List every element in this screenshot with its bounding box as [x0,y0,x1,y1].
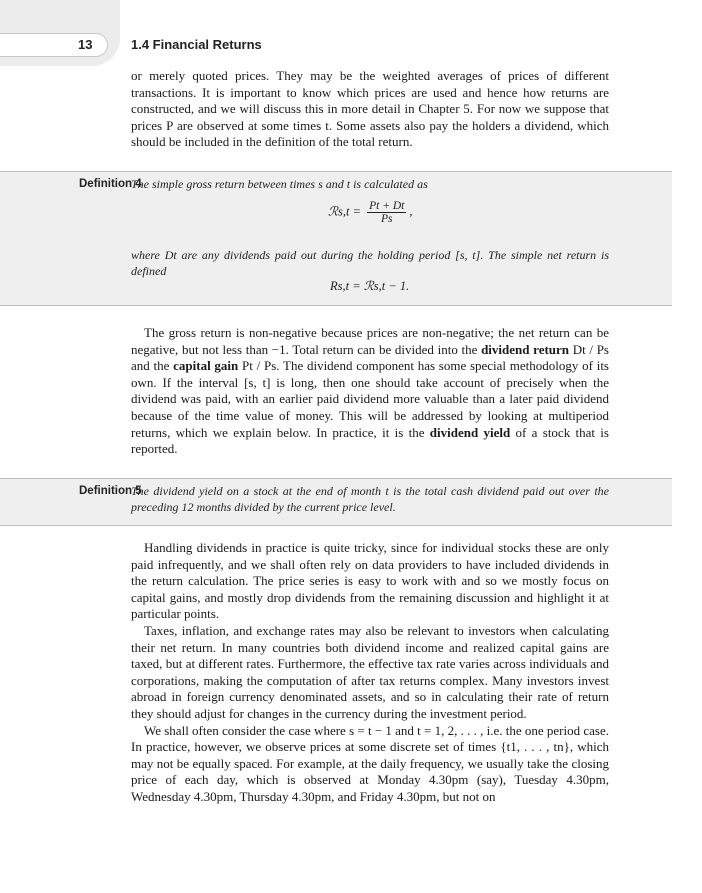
formula-tail: , [409,204,413,219]
definition-4-label: Definition 4 [79,178,142,190]
term-capital-gain: capital gain [173,358,239,374]
paragraph-3-text: Handling dividends in practice is quite tricky, since for individual stocks these are only paid infrequently, and we shall often rely on data providers to have included dividends in the return calculation. The price series is easy to work with and so we mostly focus on capital gains, and mostly drop dividends from the remaining discussion and highlight it at particular points. [131,540,609,622]
paragraph-4-text: Taxes, inflation, and exchange rates may also be relevant to investors when calculating their net return. In many countries both dividend income and realized capital gains are taxed, but at different rates. Furthermore, the effective tax rate varies across individuals and corporations, making the computation of after tax returns complex. Many investors invest abroad in foreign currency denominated assets, and so in calculating their rate of return they should adjust for changes in the currency during the investment period. [131,622,609,721]
p2-part2: Dt / Ps and the [131,341,609,374]
paragraph-1 [131,68,609,151]
formula-denominator: Ps [380,213,393,225]
running-head: 1.4 Financial Returns [131,37,262,52]
page-number: 13 [78,37,93,52]
definition-5-text: The dividend yield on a stock at the end of month t is the total cash dividend paid out over the preceding 12 months divided by the current price level. [131,484,609,514]
definition-4-intro: The simple gross return between times s and t is calculated as [131,177,428,191]
gross-return-formula [328,200,412,225]
definition-4-after: where Dt are any dividends paid out during the holding period [s, t]. The simple net return is defined [131,248,609,278]
paragraph-5-text: We shall often consider the case where s = t − 1 and t = 1, 2, . . . , i.e. the one period case. In practice, however, we observe prices at some discrete set of times {t1, . . . , tn}, which may not be equally spaced. For example, at the daily frequency, we usually take the closing price of each day, which is observed at Monday 4.30pm (say), Tuesday 4.30pm, Wednesday 4.30pm, Thursday 4.30pm, and Friday 4.30pm, but not on [131,722,609,804]
paragraph-2 [131,325,609,458]
definition-5-label: Definition 5 [79,485,142,497]
term-dividend-return: dividend return [481,341,570,357]
paragraphs-3-5 [131,540,609,806]
formula-lhs: ℛs,t = [328,204,361,219]
p2-part4: of a stock that is reported. [131,424,609,457]
formula-numerator: Pt + Dt [369,200,405,212]
p2-part1: The gross return is non-negative because prices are non-negative; the net return can be negative, but not less than −1. Total return can be divided into the [131,325,609,357]
paragraph-2-text [131,325,609,458]
term-dividend-yield: dividend yield [429,424,511,440]
paragraph-1-text: or merely quoted prices. They may be the weighted averages of prices of different transactions. It is important to know which prices are used and hence how returns are constructed, and we will discuss this in more detail in Chapter 5. For now we suppose that prices P are observed at some times t. Some assets also pay the holders a dividend, which should be included in the definition of the total return. [131,68,609,150]
net-return-formula: Rs,t = ℛs,t − 1. [330,279,410,293]
formula-fraction [367,200,406,225]
p2-part3: Pt / Ps. The dividend component has some special methodology of its own. If the interval [s, t] is long, then one should take account of precisely when the dividend was paid, with an earlier paid dividend more valuable than a later paid dividend because of the time value of money. This will be addressed by looking at multiperiod returns, which we explain below. In practice, it is the [131,358,609,440]
